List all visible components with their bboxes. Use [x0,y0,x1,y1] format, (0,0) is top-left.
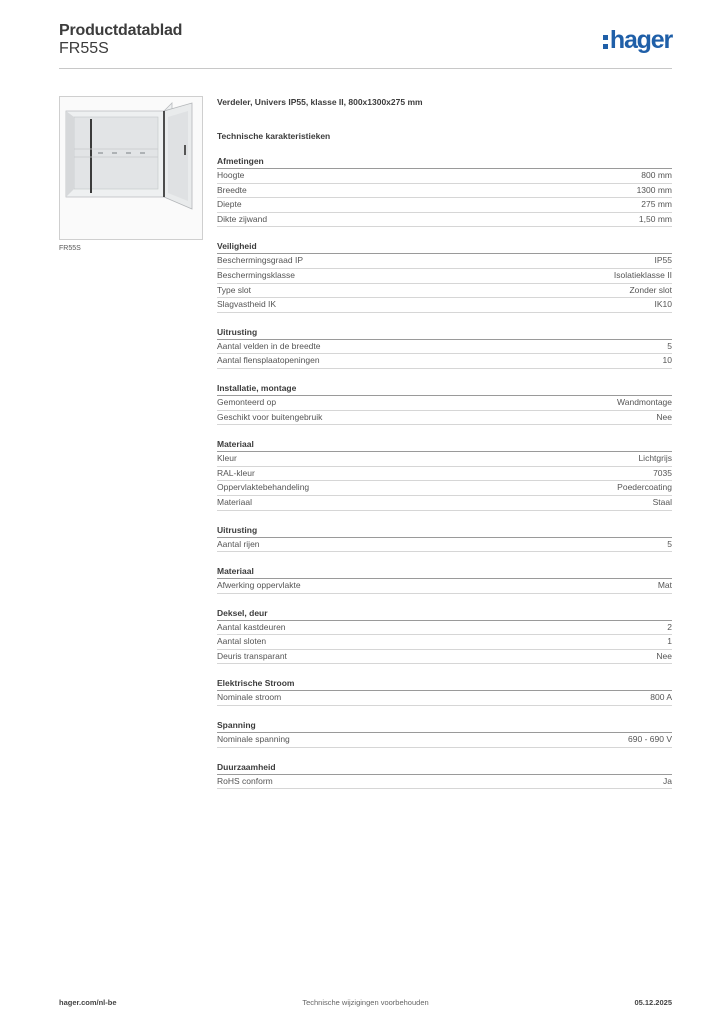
spec-row [217,396,672,411]
spec-value: 800 A [650,692,672,703]
spec-value: 690 - 690 V [628,734,672,745]
spec-row [217,213,672,228]
spec-label: Deuris transparant [217,650,287,661]
spec-row [217,579,672,594]
section-title: Uitrusting [217,326,672,340]
spec-value: Wandmontage [617,396,672,407]
spec-row [217,635,672,650]
spec-label: Afwerking oppervlakte [217,580,301,591]
spec-row [217,354,672,369]
spec-section [217,382,672,425]
spec-value: 10 [662,355,672,366]
spec-section [217,155,672,227]
spec-label: Aantal flensplaatopeningen [217,355,320,366]
spec-value: 1,50 mm [638,213,672,224]
spec-label: Hoogte [217,170,245,180]
spec-value: 1 [667,636,672,647]
spec-label: Geschikt voor buitengebruik [217,411,323,422]
spec-row [217,467,672,482]
spec-row [217,169,672,184]
spec-value: Staal [652,496,672,507]
spec-section [217,326,672,369]
section-title: Afmetingen [217,155,672,169]
spec-row [217,284,672,299]
section-title: Materiaal [217,438,672,452]
spec-value: 5 [667,340,672,351]
page-header [59,20,672,70]
spec-label: Aantal sloten [217,636,267,647]
spec-label: Type slot [217,284,252,295]
spec-value: Ja [663,775,672,786]
section-title: Spanning [217,719,672,733]
footer-date: 05.12.2025 [634,998,672,1007]
logo-dots-icon [603,35,608,49]
spec-row [217,691,672,706]
spec-value: 7035 [653,467,672,478]
spec-section [217,565,672,594]
spec-content [217,96,672,789]
spec-label: RoHS conform [217,775,273,786]
spec-section [217,524,672,553]
spec-value: 2 [667,621,672,632]
spec-value: 1300 mm [636,184,672,195]
logo-text: hager [609,26,672,54]
spec-value: Nee [656,650,672,661]
spec-section [217,607,672,665]
spec-row [217,184,672,199]
spec-label: Diepte [217,199,242,210]
spec-value: Poedercoating [617,482,672,493]
header-divider [59,68,672,69]
spec-row [217,340,672,355]
spec-row [217,775,672,790]
spec-row [217,538,672,553]
section-title: Elektrische Stroom [217,677,672,691]
spec-row [217,298,672,313]
spec-value: 275 mm [641,199,672,210]
cabinet-enclosure-image [59,96,203,240]
footer-notice: Technische wijzigingen voorbehouden [302,998,429,1007]
spec-value: Mat [657,580,672,591]
spec-value: 800 mm [641,170,672,180]
footer-website[interactable]: hager.com/nl-be [59,998,117,1007]
spec-label: Beschermingsgraad IP [217,255,303,266]
spec-label: Aantal kastdeuren [217,621,286,632]
tech-characteristics-title: Technische karakteristieken [217,131,331,141]
spec-label: Gemonteerd op [217,396,277,407]
spec-section [217,719,672,748]
page-title: Productdatablad [59,22,183,39]
spec-label: Materiaal [217,496,252,507]
spec-label: Oppervlaktebehandeling [217,482,310,493]
spec-label: Nominale stroom [217,692,282,703]
spec-section [217,438,672,510]
spec-label: Beschermingsklasse [217,269,295,280]
section-title: Uitrusting [217,524,672,538]
section-title: Installatie, montage [217,382,672,396]
image-caption: FR55S [59,245,81,252]
spec-label: Kleur [217,453,237,464]
spec-row [217,411,672,426]
spec-row [217,452,672,467]
spec-label: Nominale spanning [217,734,290,745]
section-title: Materiaal [217,565,672,579]
spec-section [217,240,672,312]
product-description: Verdeler, Univers IP55, klasse II, 800x1300x275 mm [217,97,423,107]
product-code: FR55S [59,40,109,57]
spec-row [217,621,672,636]
spec-label: Aantal velden in de breedte [217,340,321,351]
spec-label: Slagvastheid IK [217,299,277,310]
spec-value: IK10 [654,299,672,310]
section-title: Veiligheid [217,240,672,254]
spec-row [217,733,672,748]
spec-value: IP55 [654,255,672,266]
hager-logo [603,27,672,53]
spec-value: Zonder slot [629,284,672,295]
spec-row [217,481,672,496]
section-title: Deksel, deur [217,607,672,621]
spec-section [217,677,672,706]
spec-row [217,496,672,511]
spec-row [217,269,672,284]
spec-row [217,254,672,269]
spec-label: Dikte zijwand [217,213,268,224]
spec-label: RAL-kleur [217,467,255,478]
spec-row [217,198,672,213]
spec-sections [217,155,672,789]
spec-value: Nee [656,411,672,422]
spec-label: Breedte [217,184,247,195]
section-title: Duurzaamheid [217,761,672,775]
spec-section [217,761,672,790]
spec-row [217,650,672,665]
spec-value: Lichtgrijs [638,453,672,464]
spec-value: 5 [667,538,672,549]
spec-value: Isolatieklasse II [613,269,672,280]
spec-label: Aantal rijen [217,538,260,549]
